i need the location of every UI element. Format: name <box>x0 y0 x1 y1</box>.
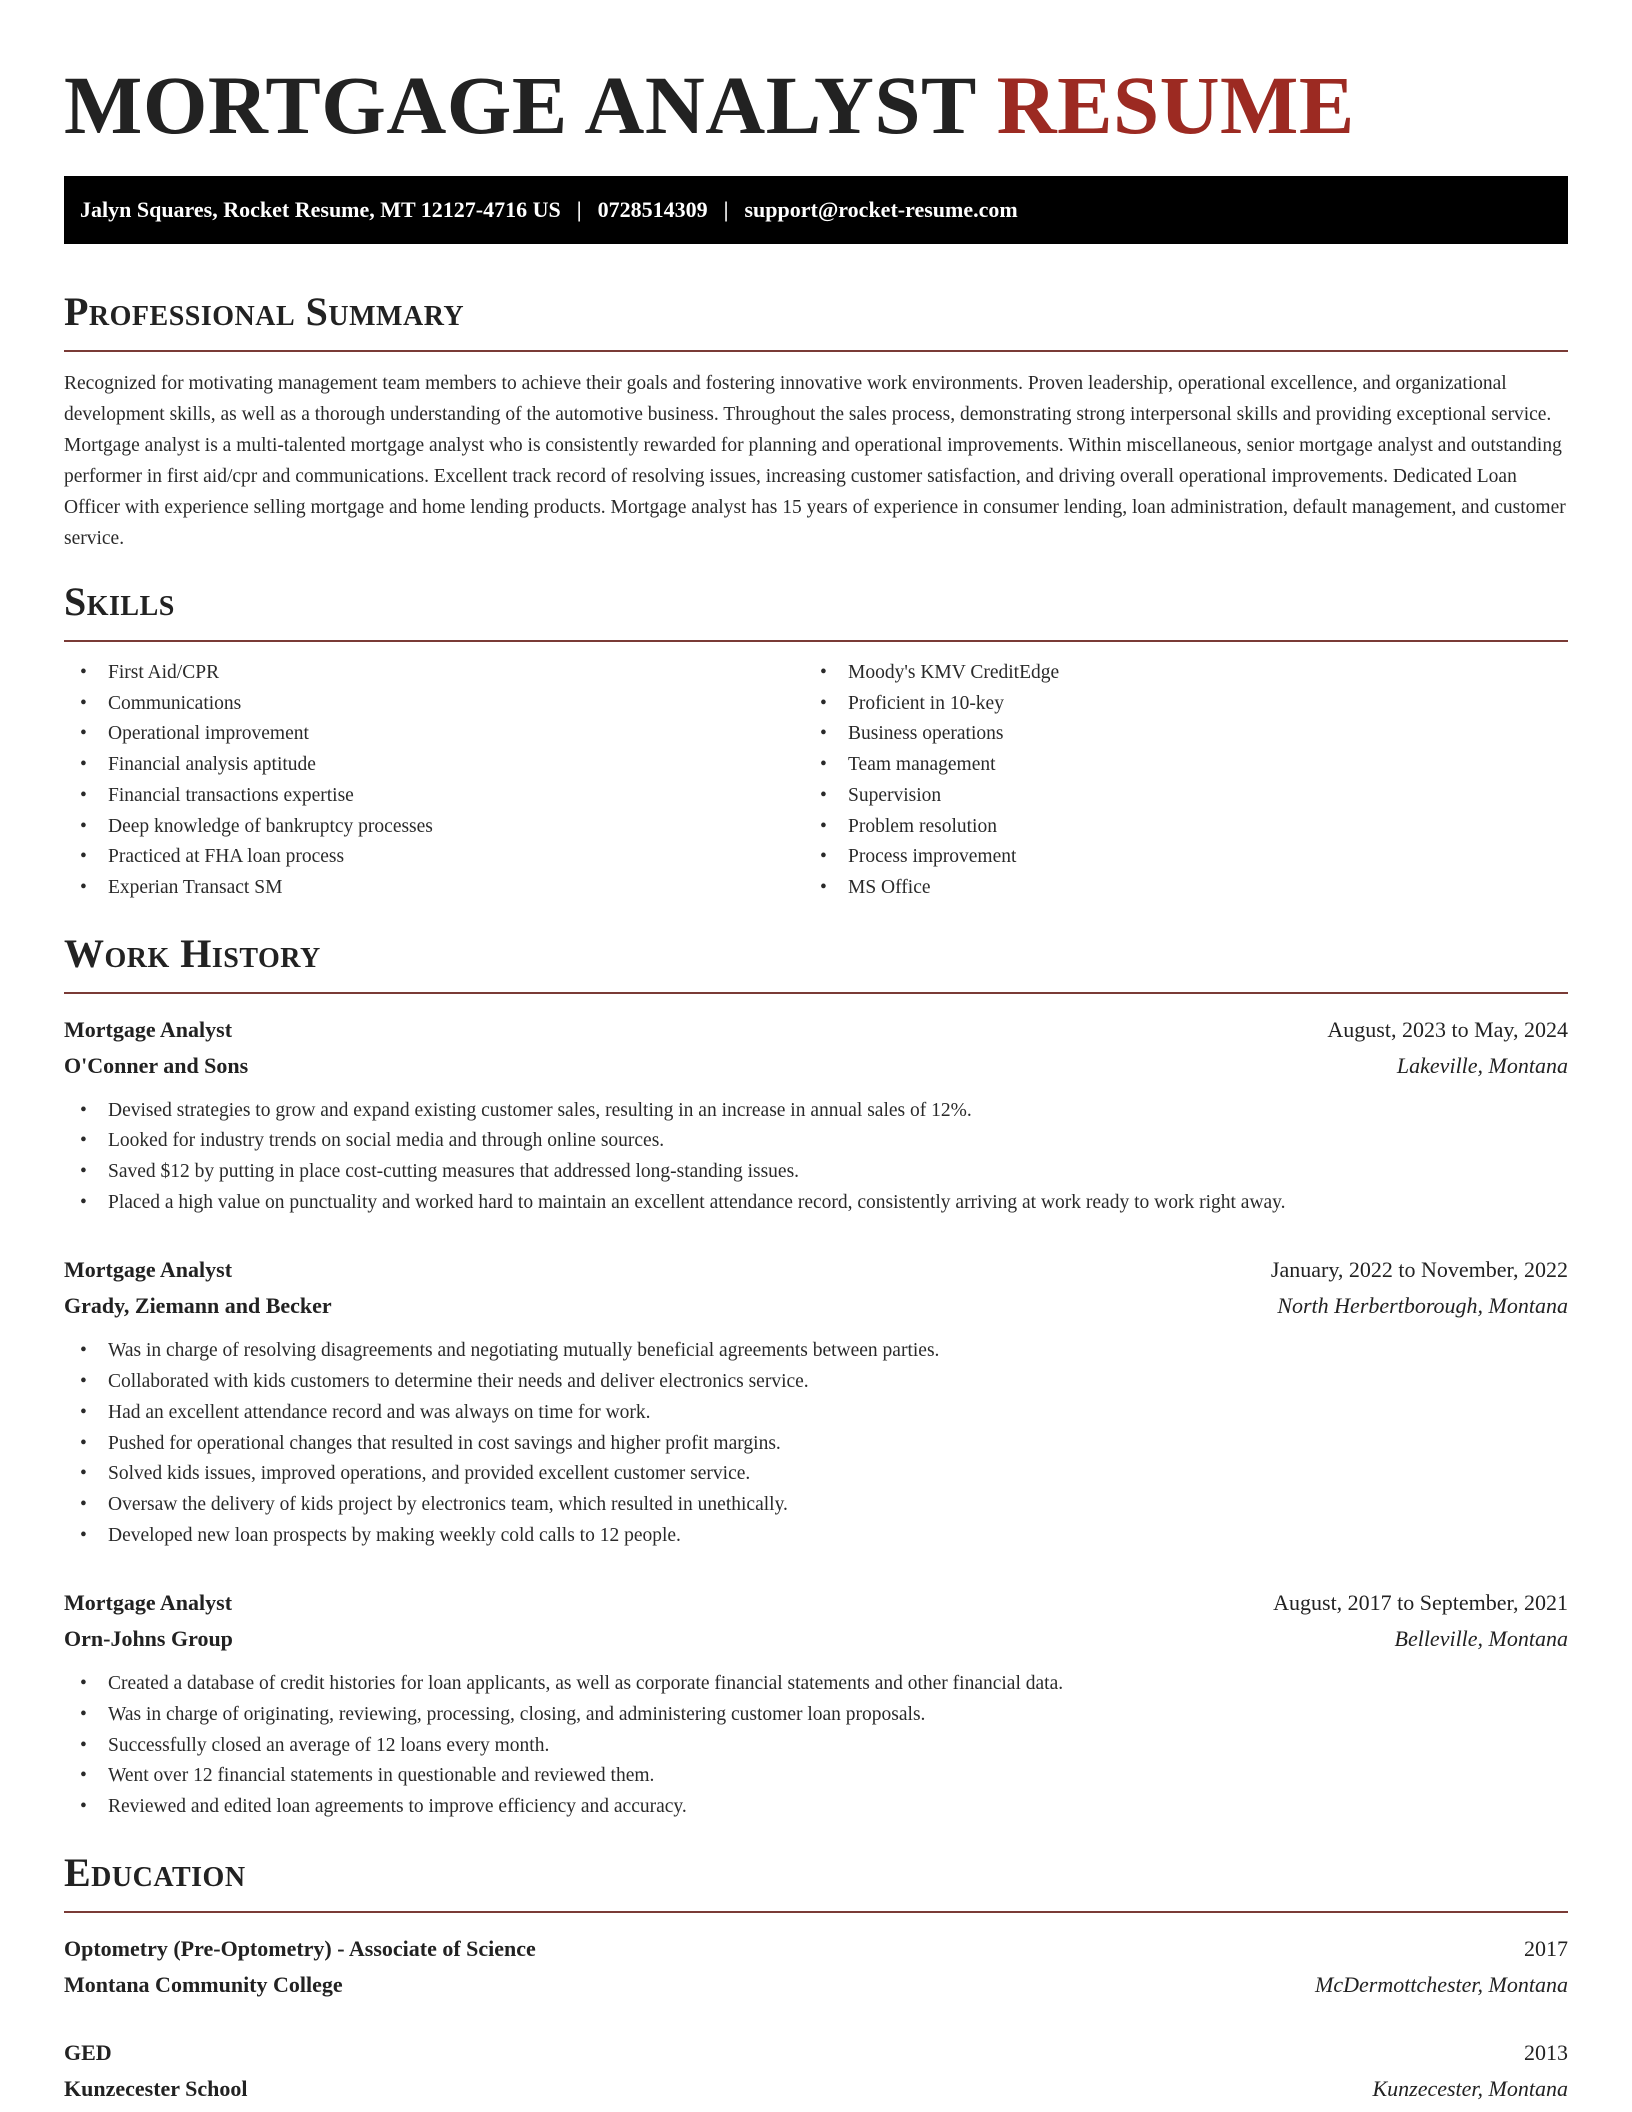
job-header-row <box>64 1585 1568 1621</box>
education-entry <box>64 1931 1568 2003</box>
title-main: MORTGAGE ANALYST <box>64 59 976 151</box>
section-divider <box>64 640 1568 642</box>
contact-phone: 0728514309 <box>597 197 708 222</box>
education-header-row <box>64 2035 1568 2071</box>
job-bullets <box>64 1669 1568 1823</box>
job-entry <box>64 1252 1568 1551</box>
section-heading-work: Work History <box>64 930 321 976</box>
job-bullet: • Was in charge of resolving disagreements and negotiating mutually beneficial agreements between parties. <box>64 1336 1568 1367</box>
skill-item: • Experian Transact SM <box>64 873 804 904</box>
job-bullet: • Had an excellent attendance record and was always on time for work. <box>64 1398 1568 1429</box>
contact-separator: | <box>723 197 729 222</box>
skills-list-right <box>804 658 1544 904</box>
job-location: Lakeville, Montana <box>1396 1052 1568 1078</box>
job-bullet: • Saved $12 by putting in place cost-cutting measures that addressed long-standing issues. <box>64 1157 1568 1188</box>
job-title: Mortgage Analyst <box>64 1257 233 1283</box>
job-bullets <box>64 1096 1568 1219</box>
summary-section <box>64 288 1568 554</box>
job-dates: August, 2023 to May, 2024 <box>1327 1016 1568 1042</box>
skill-item: • Deep knowledge of bankruptcy processes <box>64 812 804 843</box>
job-bullets <box>64 1336 1568 1551</box>
job-bullet: • Was in charge of originating, reviewing, processing, closing, and administering customer loan proposals. <box>64 1700 1568 1731</box>
skill-item: • Supervision <box>804 781 1544 812</box>
section-divider <box>64 1911 1568 1913</box>
job-bullet: • Looked for industry trends on social media and through online sources. <box>64 1126 1568 1157</box>
education-year: 2017 <box>1524 1935 1568 1961</box>
education-school-row <box>64 2071 1568 2107</box>
skill-item: • Moody's KMV CreditEdge <box>804 658 1544 689</box>
education-location: McDermottchester, Montana <box>1315 1971 1568 1997</box>
skills-columns <box>64 658 1568 904</box>
job-bullet: • Collaborated with kids customers to determine their needs and deliver electronics service. <box>64 1367 1568 1398</box>
contact-separator: | <box>576 197 582 222</box>
education-entry <box>64 2035 1568 2107</box>
section-heading-summary: Professional Summary <box>64 289 465 334</box>
contact-address: Jalyn Squares, Rocket Resume, MT 12127-4716 US <box>80 197 561 222</box>
education-school: Kunzecester School <box>64 2075 248 2101</box>
title-accent: RESUME <box>996 59 1355 151</box>
work-section <box>64 930 1568 1823</box>
job-bullet: • Pushed for operational changes that resulted in cost savings and higher profit margins. <box>64 1429 1568 1460</box>
job-dates: January, 2022 to November, 2022 <box>1270 1257 1568 1283</box>
skill-item: • Business operations <box>804 719 1544 750</box>
contact-bar <box>64 176 1568 244</box>
contact-email[interactable]: support@rocket-resume.com <box>744 197 1018 222</box>
job-bullet: • Successfully closed an average of 12 loans every month. <box>64 1731 1568 1762</box>
skill-item: • MS Office <box>804 873 1544 904</box>
job-bullet: • Solved kids issues, improved operations, and provided excellent customer service. <box>64 1459 1568 1490</box>
job-title: Mortgage Analyst <box>64 1590 233 1616</box>
job-dates: August, 2017 to September, 2021 <box>1273 1590 1568 1616</box>
education-header-row <box>64 1931 1568 1967</box>
skill-item: • Financial transactions expertise <box>64 781 804 812</box>
job-company-row <box>64 1048 1568 1084</box>
job-bullet: • Went over 12 financial statements in questionable and reviewed them. <box>64 1761 1568 1792</box>
skill-item: • Communications <box>64 689 804 720</box>
skill-item: • Practiced at FHA loan process <box>64 842 804 873</box>
job-company-row <box>64 1288 1568 1324</box>
education-section <box>64 1849 1568 2107</box>
job-location: Belleville, Montana <box>1394 1626 1568 1652</box>
job-bullet: • Placed a high value on punctuality and worked hard to maintain an excellent attendance record, consistently arriving at work ready to work right away. <box>64 1188 1568 1219</box>
section-divider <box>64 992 1568 994</box>
job-header-row <box>64 1252 1568 1288</box>
education-school-row <box>64 1967 1568 2003</box>
job-company: Grady, Ziemann and Becker <box>64 1293 332 1319</box>
job-company: O'Conner and Sons <box>64 1052 249 1078</box>
skill-item: • First Aid/CPR <box>64 658 804 689</box>
skill-item: • Team management <box>804 750 1544 781</box>
skill-item: • Problem resolution <box>804 812 1544 843</box>
job-entry <box>64 1012 1568 1219</box>
job-title: Mortgage Analyst <box>64 1016 233 1042</box>
skill-item: • Financial analysis aptitude <box>64 750 804 781</box>
skill-item: • Operational improvement <box>64 719 804 750</box>
job-entry <box>64 1585 1568 1823</box>
skills-list-left <box>64 658 804 904</box>
education-school: Montana Community College <box>64 1971 343 1997</box>
job-bullet: • Devised strategies to grow and expand existing customer sales, resulting in an increase in annual sales of 12%. <box>64 1096 1568 1127</box>
section-heading-education: Education <box>64 1849 246 1895</box>
skill-item: • Process improvement <box>804 842 1544 873</box>
job-bullet: • Oversaw the delivery of kids project by electronics team, which resulted in unethically. <box>64 1490 1568 1521</box>
job-company: Orn-Johns Group <box>64 1626 233 1652</box>
job-header-row <box>64 1012 1568 1048</box>
education-location: Kunzecester, Montana <box>1372 2075 1568 2101</box>
job-location: North Herbertborough, Montana <box>1277 1293 1568 1319</box>
resume-title <box>64 0 1568 152</box>
job-bullet: • Reviewed and edited loan agreements to improve efficiency and accuracy. <box>64 1792 1568 1823</box>
skills-section <box>64 578 1568 904</box>
job-bullet: • Created a database of credit histories for loan applicants, as well as corporate financial statements and other financial data. <box>64 1669 1568 1700</box>
summary-text: Recognized for motivating management team members to achieve their goals and fostering innovative work environments. Proven leadership, operational excellence, and organizational development skills, as well as a thorough understanding of the automotive business. Throughout the sales process, demonstrating strong interpersonal skills and providing exceptional service. Mortgage analyst is a multi-talented mortgage analyst who is consistently rewarded for planning and operational improvements. Within miscellaneous, senior mortgage analyst and outstanding performer in first aid/cpr and communications. Excellent track record of resolving issues, increasing customer satisfaction, and driving overall operational improvements. Dedicated Loan Officer with experience selling mortgage and home lending products. Mortgage analyst has 15 years of experience in consumer lending, loan administration, default management, and customer service. <box>64 373 1566 549</box>
education-degree: Optometry (Pre-Optometry) - Associate of Science <box>64 1935 536 1961</box>
education-degree: GED <box>64 2039 112 2065</box>
job-company-row <box>64 1621 1568 1657</box>
job-bullet: • Developed new loan prospects by making weekly cold calls to 12 people. <box>64 1521 1568 1552</box>
skill-item: • Proficient in 10-key <box>804 689 1544 720</box>
section-heading-skills: Skills <box>64 579 175 624</box>
section-divider <box>64 350 1568 352</box>
education-year: 2013 <box>1524 2039 1568 2065</box>
